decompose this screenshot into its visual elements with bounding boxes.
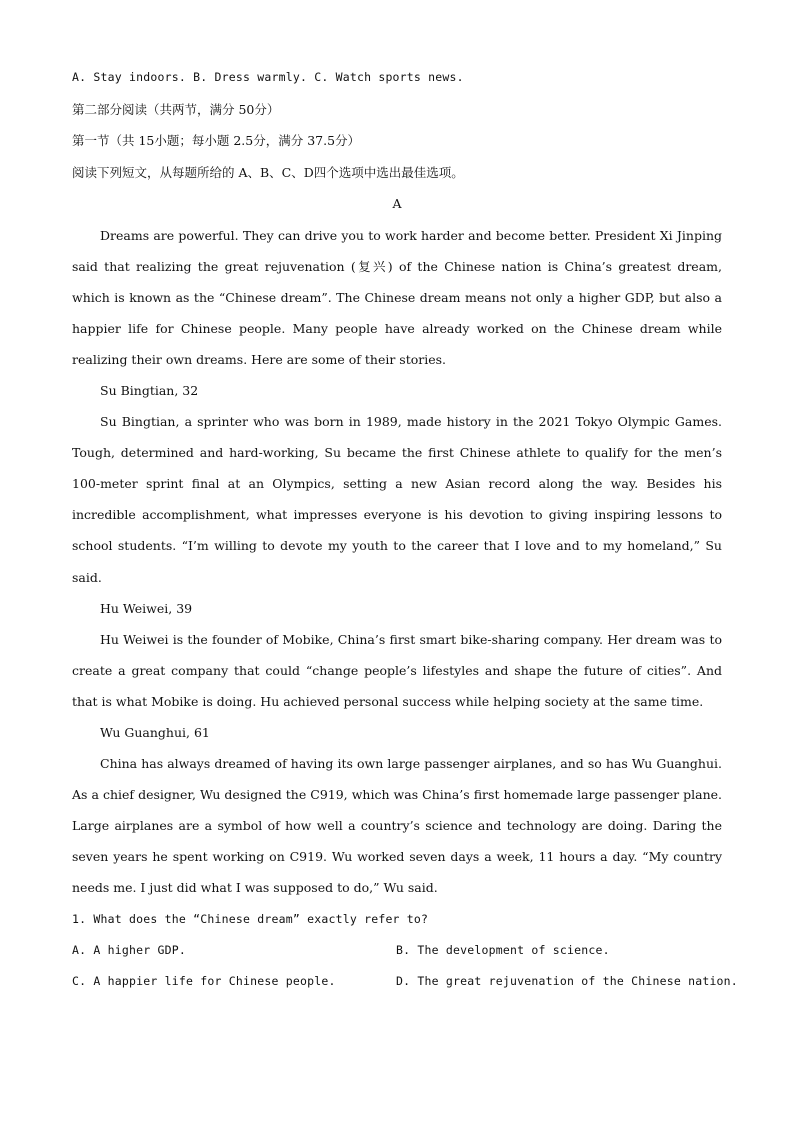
section-one-heading: 第一节（共 15小题；每小题 2.5分，满分 37.5分）: [72, 133, 361, 148]
person-name: Su Bingtian, 32: [100, 382, 199, 398]
option-b: B. The development of science.: [396, 942, 610, 957]
person-story: Su Bingtian, a sprinter who was born in 1989, made history in the 2021 Tokyo Olympic Games. Tough, determined and hard-working, Su became the first Chinese athlete to qualify for the men’s 100-meter sprint final at an Olympics, setting a new Asian record along the way. Besides his incredible accomplishment, what impresses everyone is his devotion to giving inspiring lessons to school students. “I’m willing to devote my youth to the career that I love and to my homeland,” Su said.: [72, 414, 722, 585]
document-page: [72, 62, 738, 997]
previous-question-options: A. Stay indoors. B. Dress warmly. C. Watch sports news.: [72, 70, 464, 84]
passage-label: A: [392, 196, 402, 211]
part-two-heading: 第二部分阅读（共两节，满分 50分）: [72, 101, 280, 117]
intro-paragraph: Dreams are powerful. They can drive you to work harder and become better. President Xi Jinping said that realizing the great rejuvenation (复兴) of the Chinese nation is China’s greatest dream, which is known as the “Chinese dream”. The Chinese dream means not only a higher GDP, but also a happier life for Chinese people. Many people have already worked on the Chinese dream while realizing their own dreams. Here are some of their stories.: [72, 227, 722, 367]
person-story: Hu Weiwei is the founder of Mobike, China’s first smart bike-sharing company. Her dream was to create a great company that could “change people’s lifestyles and shape the future of cities”. And that is what Mobike is doing. Hu achieved personal success while helping society at the same time.: [72, 631, 722, 709]
person-story: China has always dreamed of having its own large passenger airplanes, and so has Wu Guanghui. As a chief designer, Wu designed the C919, which was China’s first homemade large passenger plane. Large airplanes are a symbol of how well a country’s science and technology are doing. Daring the seven years he spent working on C919. Wu worked seven days a week, 11 hours a day. “My country needs me. I just did what I was supposed to do,” Wu said.: [72, 756, 722, 896]
instructions: 阅读下列短文，从每题所给的 A、B、C、D四个选项中选出最佳选项。: [72, 164, 464, 180]
answer-options: [72, 935, 738, 997]
question-text: 1. What does the “Chinese dream” exactly refer to?: [72, 911, 429, 926]
option-c: C. A happier life for Chinese people.: [72, 973, 336, 988]
person-name: Hu Weiwei, 39: [100, 600, 193, 616]
option-a: A. A higher GDP.: [72, 942, 186, 957]
person-name: Wu Guanghui, 61: [100, 725, 210, 740]
option-d: D. The great rejuvenation of the Chinese nation.: [396, 973, 738, 988]
